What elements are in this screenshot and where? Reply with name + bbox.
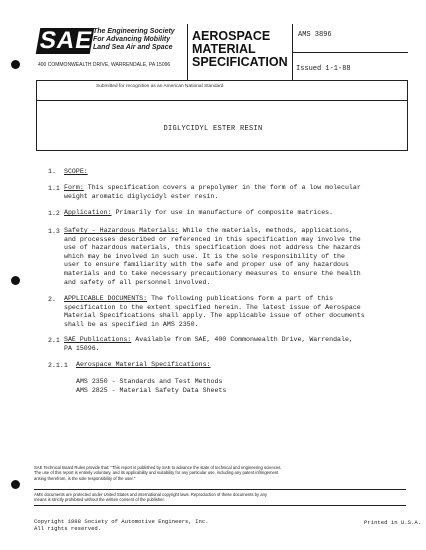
document-title: DIGLYCIDYL ESTER RESIN xyxy=(163,125,263,133)
header-divider-left xyxy=(187,24,188,80)
spec-number: AMS 3896 xyxy=(298,31,332,39)
section-2-1-label: SAE Publications: xyxy=(64,336,132,343)
section-2-title: APPLICABLE DOCUMENTS: xyxy=(64,295,148,302)
sae-logo-text: SAE xyxy=(37,27,95,54)
section-1-1-label: Form: xyxy=(64,184,84,191)
punch-hole-bottom xyxy=(11,480,20,489)
subtitle: Submitted for recognition as an American National Standard xyxy=(96,84,224,89)
footer-rule xyxy=(34,489,406,490)
title-box-bottom xyxy=(36,150,408,151)
section-1-3-number: 1.3 xyxy=(48,228,60,235)
section-1-2-number: 1.2 xyxy=(48,210,60,217)
section-1-2-label: Application: xyxy=(64,209,112,216)
section-2-number: 2. xyxy=(48,296,56,303)
spec-title-line-3: SPECIFICATION xyxy=(192,55,288,69)
tagline-line-2: For Advancing Mobility xyxy=(93,36,171,44)
footer-rule-2 xyxy=(34,505,406,506)
section-2-1-1-label: Aerospace Material Specifications: xyxy=(76,361,211,368)
section-2-1-text: SAE Publications: Available from SAE, 400 Commonwealth Drive, Warrendale, PA 15096. xyxy=(64,336,353,352)
section-1-1-text: Form: This specification covers a prepolymer in the form of a low molecular weight aromatic diglycidyl ester resin. xyxy=(64,184,361,200)
title-box-top xyxy=(36,100,408,101)
body-frame-right xyxy=(407,80,408,150)
section-1-3-label: Safety - Hazardous Materials: xyxy=(64,227,179,234)
header-bottom-rule xyxy=(36,80,408,81)
punch-hole-top xyxy=(11,60,20,69)
reference-item: AMS 2825 - Material Safety Data Sheets xyxy=(76,386,227,394)
section-1-number: 1. xyxy=(48,168,56,175)
body-frame-left xyxy=(36,80,37,150)
section-1-3-text: Safety - Hazardous Materials: While the materials, methods, applications, and processes described or referenced in this specification may involve the use of hazardous materials, this specification does not address the hazards which may be involved in such use. It is the sole responsibility of the user to ensure familiarity with the safe and proper use of any hazardous materials and to take necessary precautionary measures to ensure the health and safety of all personnel involved. xyxy=(64,227,361,286)
tagline-line-3: Land Sea Air and Space xyxy=(93,44,173,52)
reference-list xyxy=(76,378,226,395)
address: 400 COMMONWEALTH DRIVE, WARRENDALE, PA 15096 xyxy=(38,62,171,68)
section-1-1-number: 1.1 xyxy=(48,185,60,192)
footer-note-1: SAE Technical Board Rules provide that: "This report is published by SAE to advance the state of technical and engineering sciences. The use of this report is entirely voluntary, and its applicability and suitability for any particular use, including any patent infringement arising therefrom, is the sole responsibility of the user." xyxy=(34,465,282,481)
spec-title-line-1: AEROSPACE xyxy=(192,29,271,43)
section-1-title: SCOPE: xyxy=(64,168,88,175)
tagline-line-1: The Engineering Society xyxy=(93,28,175,35)
section-2-1-number: 2.1 xyxy=(48,337,60,344)
sae-logo xyxy=(36,28,95,54)
reference-item: AMS 2350 - Standards and Test Methods xyxy=(76,378,223,385)
section-2-text: APPLICABLE DOCUMENTS: The following publications form a part of this specification to the extent specified herein. The latest issue of Aerospace Material Specifications shall apply. The applicable issue of other documents shall be as specified in AMS 2350. xyxy=(64,295,365,328)
spec-title xyxy=(192,30,288,69)
punch-hole-middle xyxy=(11,276,20,285)
tagline xyxy=(93,28,175,53)
issue-line: Issued 1-1-88 xyxy=(296,65,351,73)
spec-number-rule xyxy=(292,52,408,53)
spec-title-line-2: MATERIAL xyxy=(192,42,256,56)
section-2-1-1-number: 2.1.1 xyxy=(48,362,68,369)
printed-in: Printed in U.S.A. xyxy=(364,519,422,526)
copyright: Copyright 1988 Society of Automotive Engineers, Inc. All rights reserved. xyxy=(34,518,209,532)
section-1-2-text: Application: Primarily for use in manufacture of composite matrices. xyxy=(64,209,334,216)
footer-note-2: AMS documents are protected under United States and international copyright laws. Reproduction of these documents by any means is strictly prohibited without the written consent of the publisher. xyxy=(34,492,268,503)
